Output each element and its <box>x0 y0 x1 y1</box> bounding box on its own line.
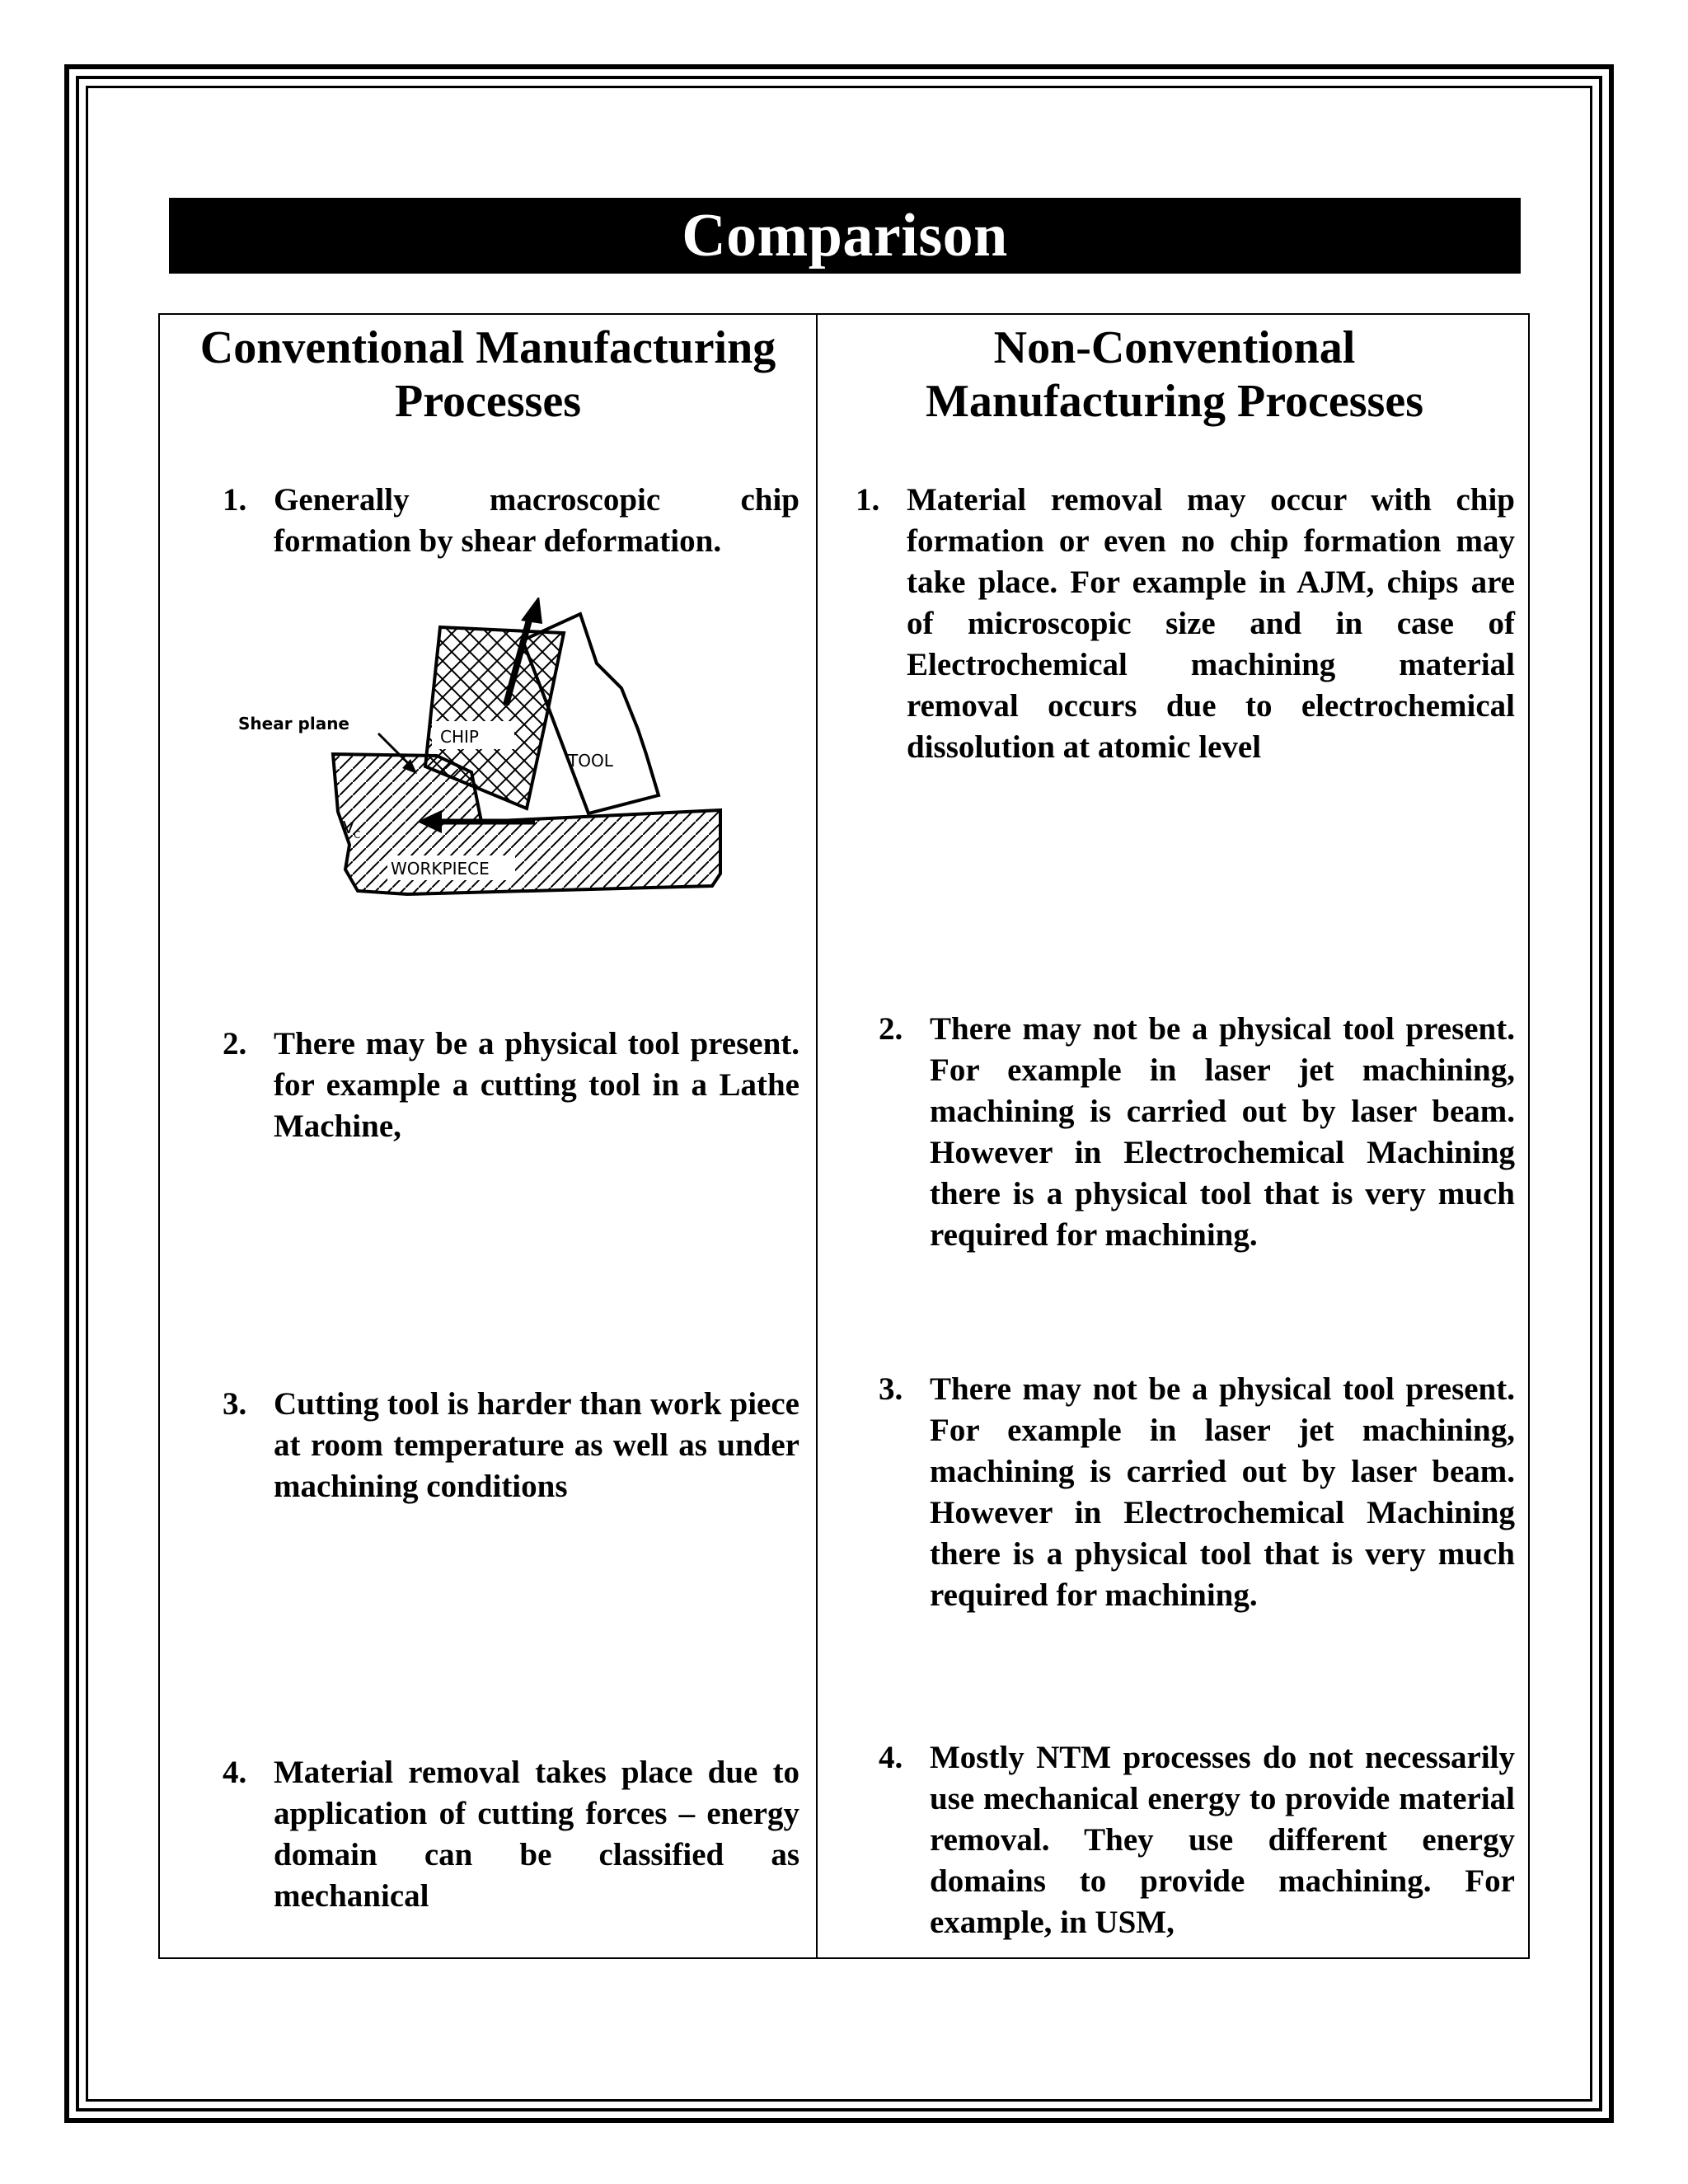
item-text: There may not be a physical tool present. For example in laser jet machining, machining is carried out by laser beam. However in Electrochemical Machining there is a physical tool that is very much required for machining. <box>930 1011 1515 1253</box>
velocity-label: V <box>343 818 354 837</box>
velocity-subscript: C <box>354 829 361 841</box>
conventional-heading <box>160 321 816 429</box>
item-text: Mostly NTM processes do not necessarily use mechanical energy to provide material removal. They use different energy domains to provide machining. For example, in USM, <box>930 1740 1515 1940</box>
item-text: Cutting tool is harder than work piece at room temperature as well as under machining conditions <box>274 1386 799 1504</box>
shear-plane-label: Shear plane <box>238 714 349 733</box>
item-number: 2. <box>879 1011 903 1047</box>
item-number: 4. <box>879 1740 903 1775</box>
item-text: There may not be a physical tool present. For example in laser jet machining, machining is carried out by laser beam. However in Electrochemical Machining there is a physical tool that is very much required for machining. <box>930 1371 1515 1613</box>
item-text: There may be a physical tool present. for example a cutting tool in a Lathe Machine, <box>274 1026 799 1144</box>
page-title: Comparison <box>169 198 1521 274</box>
non-conventional-item-1 <box>856 480 1515 768</box>
conventional-item-1 <box>223 480 799 562</box>
item-number: 1. <box>223 482 247 518</box>
item-number: 3. <box>879 1371 903 1407</box>
chip-label: CHIP <box>440 727 479 747</box>
item-text: Generally macroscopic chip formation by shear deformation. <box>274 482 799 559</box>
item-number: 1. <box>856 482 880 518</box>
non-conventional-item-4 <box>879 1737 1515 1943</box>
conventional-item-4 <box>223 1752 799 1917</box>
non-conventional-heading-line2: Manufacturing Processes <box>926 376 1423 427</box>
chip-formation-diagram <box>234 598 745 919</box>
conventional-item-2 <box>223 1024 799 1147</box>
non-conventional-item-3 <box>879 1369 1515 1616</box>
column-divider <box>816 315 818 1957</box>
conventional-item-3 <box>223 1384 799 1507</box>
comparison-table <box>158 313 1530 1959</box>
item-number: 4. <box>223 1755 247 1790</box>
non-conventional-heading-line1: Non-Conventional <box>993 322 1356 373</box>
non-conventional-heading <box>818 321 1531 429</box>
conventional-heading-line2: Processes <box>395 376 581 427</box>
non-conventional-item-2 <box>879 1009 1515 1256</box>
item-text: Material removal may occur with chip formation or even no chip formation may take place. For example in AJM, chips are of microscopic size and in case of Electrochemical machining material removal occurs due to electrochemical dissolution at atomic level <box>907 482 1515 765</box>
tool-label: TOOL <box>568 751 613 771</box>
workpiece-label: WORKPIECE <box>391 859 490 879</box>
item-number: 3. <box>223 1386 247 1422</box>
item-number: 2. <box>223 1026 247 1062</box>
item-text: Material removal takes place due to application of cutting forces – energy domain can be classified as mechanical <box>274 1755 799 1914</box>
conventional-heading-line1: Conventional Manufacturing <box>199 322 776 373</box>
